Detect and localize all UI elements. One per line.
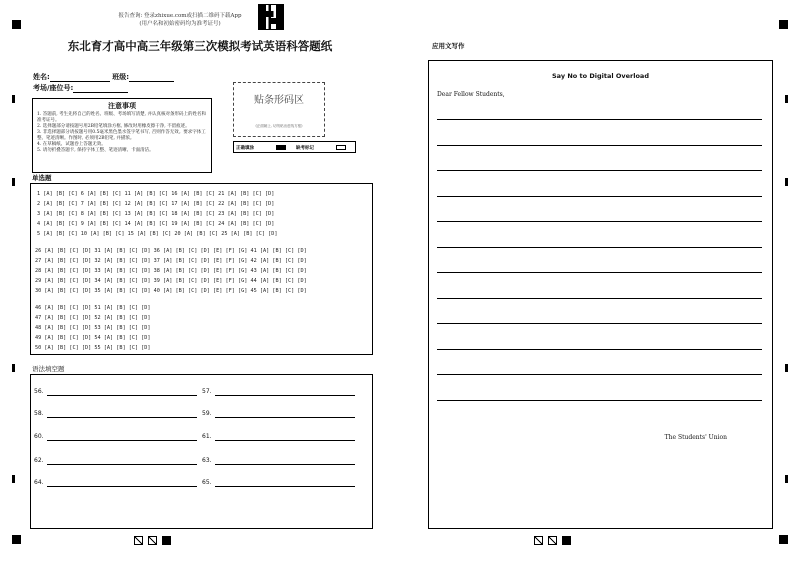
page-title: 东北育才高中高三年级第三次模拟考试英语科答题纸 — [67, 39, 333, 53]
notice-item: 3. 非选择题部分请按题号用0.5毫米黑色墨水签字笔书写, 否则作答无效。要求字体工整、笔迹清晰。作图时, 必须用2B铅笔, 并描浓。 — [37, 130, 206, 141]
timing-mark — [12, 178, 15, 186]
timing-mark — [785, 95, 788, 103]
timing-mark — [12, 20, 21, 29]
grammar-answer-line[interactable] — [215, 486, 355, 487]
grammar-item-number: 56. — [34, 388, 44, 395]
writing-line[interactable] — [437, 272, 762, 273]
name-field[interactable] — [50, 74, 110, 82]
qr-code — [258, 4, 284, 30]
mc-row[interactable]: 46 [A] [B] [C] [D] 51 [A] [B] [C] [D] — [35, 305, 151, 311]
mc-row[interactable]: 50 [A] [B] [C] [D] 55 [A] [B] [C] [D] — [35, 345, 151, 351]
room-field[interactable] — [73, 85, 128, 93]
timing-mark — [779, 20, 788, 29]
notice-item: 5. 请勿折叠答题卡, 保持字体工整、笔迹清晰、卡面清洁。 — [37, 148, 154, 153]
grammar-item-number: 59. — [202, 410, 212, 417]
timing-mark — [12, 364, 15, 372]
notice-items — [33, 111, 211, 155]
writing-line[interactable] — [437, 119, 762, 120]
grammar-item-number: 61. — [202, 433, 212, 440]
grammar-item-number: 58. — [34, 410, 44, 417]
grammar-answer-line[interactable] — [47, 395, 197, 396]
writing-line[interactable] — [437, 323, 762, 324]
notice-item: 4. 在草稿纸、试题卷上答题无效。 — [37, 142, 106, 147]
mc-row[interactable]: 47 [A] [B] [C] [D] 52 [A] [B] [C] [D] — [35, 315, 151, 321]
mc-section-label: 单选题 — [32, 174, 52, 182]
name-label: 姓名: — [33, 73, 50, 81]
mc-row[interactable]: 48 [A] [B] [C] [D] 53 [A] [B] [C] [D] — [35, 325, 151, 331]
mc-row[interactable]: 3 [A] [B] [C] 8 [A] [B] [C] 13 [A] [B] [C] 18 [A] [B] [C] 23 [A] [B] [C] [D] — [37, 211, 275, 217]
legend-absent-label: 缺考标记 — [296, 146, 314, 151]
report-note-line2: (用户名和初始密码均为准考证号) — [139, 21, 221, 27]
grammar-item-number: 62. — [34, 457, 44, 464]
timing-mark — [785, 364, 788, 372]
barcode-area[interactable] — [233, 82, 325, 137]
notice-item: 2. 选择题部分请按题号用2B铅笔填涂方框, 修改时用橡皮擦干净, 不留痕迹。 — [37, 124, 190, 129]
writing-line[interactable] — [437, 221, 762, 222]
grammar-section-label: 语法填空题 — [32, 365, 65, 373]
mc-row[interactable]: 27 [A] [B] [C] [D] 32 [A] [B] [C] [D] 37 [A] [B] [C] [D] [E] [F] [G] 42 [A] [B] [C] [D] — [35, 258, 307, 264]
registration-mark — [548, 536, 557, 545]
writing-signature: The Students' Union — [664, 434, 727, 441]
grammar-answer-line[interactable] — [215, 440, 355, 441]
mc-row[interactable]: 26 [A] [B] [C] [D] 31 [A] [B] [C] [D] 36 [A] [B] [C] [D] [E] [F] [G] 41 [A] [B] [C] [D] — [35, 248, 307, 254]
writing-line[interactable] — [437, 247, 762, 248]
mc-row[interactable]: 4 [A] [B] [C] 9 [A] [B] [C] 14 [A] [B] [C] 19 [A] [B] [C] 24 [A] [B] [C] [D] — [37, 221, 275, 227]
grammar-answer-line[interactable] — [47, 464, 197, 465]
room-label: 考场/座位号: — [33, 84, 74, 92]
notice-item: 1. 答题前, 考生先将自己的姓名、班级、考场填写清楚, 并认真核对条形码上的姓名和准考证号。 — [37, 112, 206, 123]
grammar-answer-line[interactable] — [47, 440, 197, 441]
writing-line[interactable] — [437, 298, 762, 299]
grammar-item-number: 65. — [202, 479, 212, 486]
writing-section-label: 应用文写作 — [432, 42, 465, 50]
writing-greeting: Dear Fellow Students, — [437, 91, 505, 98]
grammar-item-number: 63. — [202, 457, 212, 464]
mc-box — [30, 183, 373, 355]
writing-line[interactable] — [437, 170, 762, 171]
mc-row[interactable]: 30 [A] [B] [C] [D] 35 [A] [B] [C] [D] 40 [A] [B] [C] [D] [E] [F] [G] 45 [A] [B] [C] [D] — [35, 288, 307, 294]
grammar-item-number: 60. — [34, 433, 44, 440]
mc-row[interactable]: 28 [A] [B] [C] [D] 33 [A] [B] [C] [D] 38 [A] [B] [C] [D] [E] [F] [G] 43 [A] [B] [C] [D] — [35, 268, 307, 274]
timing-mark — [779, 535, 788, 544]
registration-mark — [562, 536, 571, 545]
mc-row[interactable]: 5 [A] [B] [C] 10 [A] [B] [C] 15 [A] [B] [C] 20 [A] [B] [C] 25 [A] [B] [C] [D] — [37, 231, 278, 237]
grammar-answer-line[interactable] — [47, 417, 197, 418]
writing-title: Say No to Digital Overload — [552, 72, 649, 80]
timing-mark — [12, 95, 15, 103]
class-label: 班级: — [112, 73, 130, 81]
legend-correct-mark — [276, 145, 286, 150]
timing-mark — [785, 178, 788, 186]
grammar-answer-line[interactable] — [215, 395, 355, 396]
writing-line[interactable] — [437, 196, 762, 197]
timing-mark — [12, 535, 21, 544]
registration-mark — [148, 536, 157, 545]
mc-row[interactable]: 29 [A] [B] [C] [D] 34 [A] [B] [C] [D] 39 [A] [B] [C] [D] [E] [F] [G] 44 [A] [B] [C] [D] — [35, 278, 307, 284]
notice-title: 注意事项 — [108, 102, 136, 110]
barcode-title: 贴条形码区 — [254, 95, 304, 106]
grammar-answer-line[interactable] — [215, 464, 355, 465]
barcode-note: (正面朝上, 切勿贴出虚线方框) — [255, 124, 303, 128]
legend-correct-label: 正确填涂 — [236, 146, 254, 151]
writing-line[interactable] — [437, 349, 762, 350]
registration-mark — [134, 536, 143, 545]
timing-mark — [785, 475, 788, 483]
mc-row[interactable]: 1 [A] [B] [C] 6 [A] [B] [C] 11 [A] [B] [C] 16 [A] [B] [C] 21 [A] [B] [C] [D] — [37, 191, 275, 197]
grammar-answer-line[interactable] — [215, 417, 355, 418]
writing-line[interactable] — [437, 400, 762, 401]
grammar-item-number: 57. — [202, 388, 212, 395]
legend-absent-box[interactable] — [336, 145, 346, 150]
writing-box — [428, 60, 773, 529]
fill-legend — [233, 141, 356, 153]
grammar-answer-line[interactable] — [47, 486, 197, 487]
mc-row[interactable]: 2 [A] [B] [C] 7 [A] [B] [C] 12 [A] [B] [C] 17 [A] [B] [C] 22 [A] [B] [C] [D] — [37, 201, 275, 207]
writing-line[interactable] — [437, 374, 762, 375]
student-name-row — [33, 72, 174, 82]
report-note — [105, 12, 255, 28]
student-room-row — [33, 83, 128, 93]
grammar-item-number: 64. — [34, 479, 44, 486]
registration-mark — [162, 536, 171, 545]
writing-line[interactable] — [437, 145, 762, 146]
registration-mark — [534, 536, 543, 545]
report-note-line1: 报告查询: 登录zhixue.com或扫描二维码下载App — [118, 13, 242, 19]
mc-row[interactable]: 49 [A] [B] [C] [D] 54 [A] [B] [C] [D] — [35, 335, 151, 341]
grammar-box — [30, 374, 373, 529]
timing-mark — [12, 475, 15, 483]
notice-box — [32, 98, 212, 173]
class-field[interactable] — [129, 74, 174, 82]
